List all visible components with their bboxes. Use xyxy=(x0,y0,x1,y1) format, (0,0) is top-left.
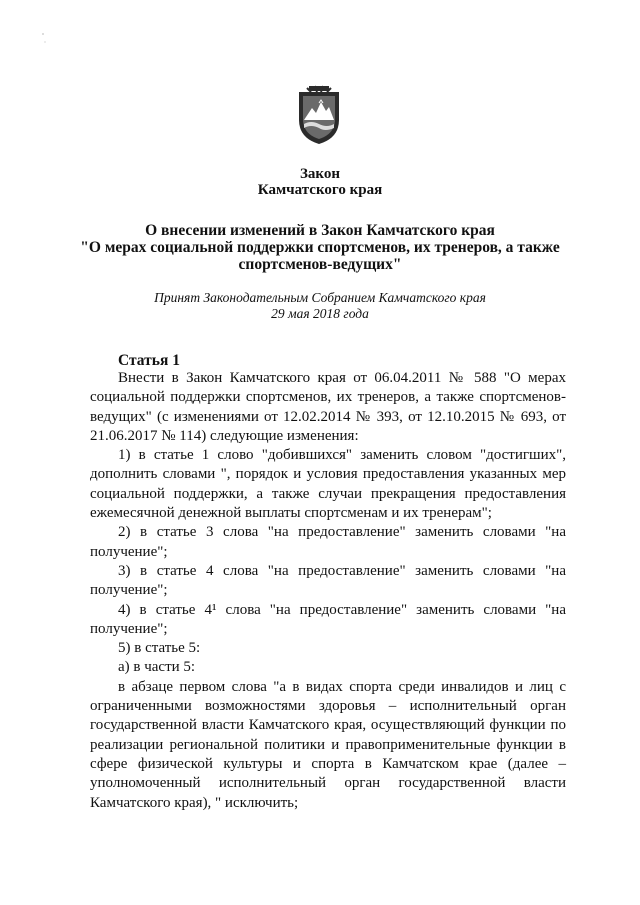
adoption-note: Принят Законодательным Собранием Камчатского края xyxy=(154,290,486,305)
paragraph-item-3: 3) в статье 4 слова "на предоставление" заменить словами "на получение"; xyxy=(90,562,566,599)
adoption-date: 29 мая 2018 года xyxy=(271,306,369,321)
subject-line-3: спортсменов-ведущих" xyxy=(238,256,402,273)
article-title: Статья 1 xyxy=(118,352,180,369)
paragraph-item-4: 4) в статье 4¹ слова "на предоставление" заменить словами "на получение"; xyxy=(90,601,566,637)
article-body xyxy=(90,369,566,813)
paragraph-item-5: 5) в статье 5: xyxy=(118,640,201,657)
subject-line-1: О внесении изменений в Закон Камчатского края xyxy=(145,222,495,239)
law-heading: Закон xyxy=(299,166,340,182)
paragraph-intro: Внести в Закон Камчатского края от 06.04.2011 № 588 "О мерах социальной поддержки спортсменов, их тренеров, а также спортсменов-ведущих" (с изменениями от 12.02.2014 № 393, от 12.10.2015 № 693, от 21.06.2017 № 114) следующие изменения: xyxy=(90,370,566,444)
paragraph-item-5a: а) в части 5: xyxy=(118,659,196,676)
kamchatka-coat-of-arms-icon xyxy=(295,84,343,146)
paragraph-item-2: 2) в статье 3 слова "на предоставление" заменить словами "на получение"; xyxy=(90,524,566,560)
paragraph-item-1: 1) в статье 1 слово "добившихся" заменить словом "достигших", дополнить словами ", порядок и условия предоставления указанных мер социальной поддержки, а также случаи прекращения предоставления ежемесячной денежной выплаты спортсменам и их тренерам"; xyxy=(90,447,566,522)
subject-line-2: "О мерах социальной поддержки спортсменов, их тренеров, а также xyxy=(80,239,560,256)
region-heading: Камчатского края xyxy=(257,182,383,198)
paragraph-item-5a-text: в абзаце первом слова "а в видах спорта среди инвалидов и лиц с ограниченными возможностями здоровья – исполнительный орган государственной власти Камчатского края, осуществляющий функции по реализации региональной политики и правоприменительные функции в сфере физической культуры и спорта в Камчатском крае (далее – уполномоченный исполнительный орган государственной власти Камчатского края), " исключить; xyxy=(90,678,566,811)
scan-marks xyxy=(40,28,50,58)
